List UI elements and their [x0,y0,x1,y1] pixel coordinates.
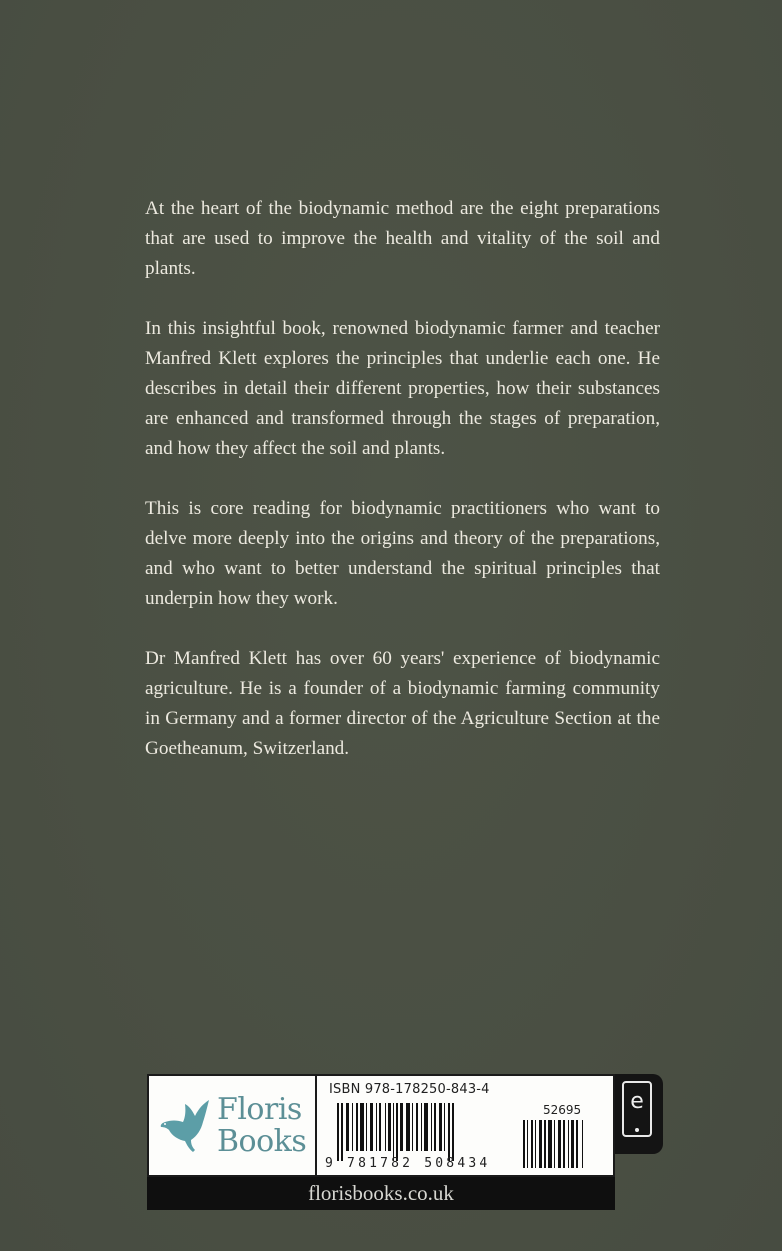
price-code: 52695 [543,1103,582,1117]
ean-barcode-bars [337,1103,495,1161]
blurb-paragraph-intro: At the heart of the biodynamic method are the eight preparations that are used to improve the health and vitality of the soil and plants. [145,198,660,279]
publisher-name [217,1094,306,1158]
dove-icon [159,1098,211,1154]
tablet-home-button [635,1128,639,1132]
isbn-barcode [317,1076,613,1175]
ebook-badge [615,1074,663,1154]
publisher-website: florisbooks.co.uk [147,1177,615,1210]
publisher-logo [149,1076,317,1175]
isbn-label: ISBN 978-178250-843-4 [329,1082,490,1097]
publisher-name-line1: Floris [217,1092,302,1127]
back-cover-blurb [145,194,660,794]
blurb-paragraph-book: In this insightful book, renowned biodynamic farmer and teacher Manfred Klett explores the principles that underlie each one. He describes in detail their different properties, how their substances are enhanced and transformed through the stages of preparation, and how they affect the soil and plants. [145,318,660,459]
ebook-tablet-icon [622,1081,652,1137]
blurb-paragraph-author-bio: Dr Manfred Klett has over 60 years' experience of biodynamic agriculture. He is a founder of a biodynamic farming community in Germany and a former director of the Agriculture Section at the Goetheanum, Switzerland. [145,648,660,759]
isbn-digits: 9 781782 508434 [325,1156,491,1171]
ebook-letter: e [630,1089,644,1114]
addon-barcode-bars [523,1120,605,1168]
barcode-label [147,1074,615,1177]
barcode-panel [147,1074,644,1210]
publisher-name-line2: Books [217,1124,307,1159]
blurb-paragraph-audience: This is core reading for biodynamic practitioners who want to delve more deeply into the origins and theory of the preparations, and who want to better understand the spiritual principles that underpin how they work. [145,498,660,609]
